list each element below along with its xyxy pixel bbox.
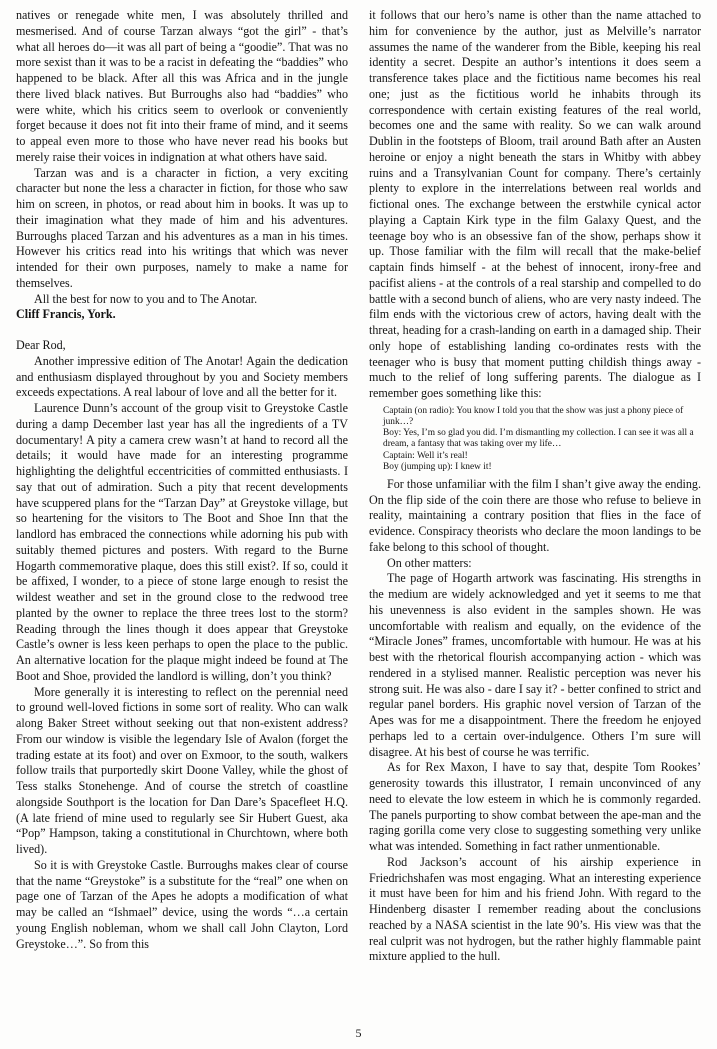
dialogue-line: Captain: Well it’s real! [383,450,468,461]
paragraph-well-loved-fictions: More generally it is interesting to reflect on the perennial need to ground well-loved fictions in some sort of reality. Who can walk along Baker Street without seeking out that non-existent address? From our window is visible the legendary Isle of Avalon (forget the trading estate at its foot) and over on Exmoor, to the south, walkers follow trails that purportedly skirt Doone Valley, while the ghost of Tess stalks Stonehenge. And of course the stretch of coastline alongside Southport is the location for Dan Dare’s Spacefleet H.Q. (A late friend of mine used to regularly see Sir Hubert Guest, aka “Pop” Hampson, taking a constitutional in Churchtown, where both lived). [16,684,348,856]
paragraph-greystoke-name: So it is with Greystoke Castle. Burroughs makes clear of course that the name “Greystoke” is a substitute for the “real” one when on page one of Tarzan of the Apes he adopts a modification of what may be called an “Ishmael” device, using the words “…a certain young English nobleman, whom we shall call John Clayton, Lord Greystoke…”. So from this [16,857,348,951]
paragraph-another-edition: Another impressive edition of The Anotar! Again the dedication and enthusiasm displayed throughout by you and Society members exceeds expectations. A real labour of love and all the better for it. [16,353,348,400]
paragraph-other-matters: On other matters: [387,555,472,570]
paragraph-tarzan-fiction: Tarzan was and is a character in fiction, a very exciting character but none the less a character in fiction, for those who saw him on screen, in photos, or read about him in books. It was up to their imagination what they made of him and his adventures. Burroughs placed Tarzan and his adventures as a man in his times. However his critics read into his writings that which was never intended for their own purposes, namely to make a name for themselves. [16,165,348,290]
film-dialogue [369,406,701,473]
paragraph-greystoke-visit: Laurence Dunn’s account of the group visit to Greystoke Castle during a damp December last year has all the ingredients of a TV documentary! A pity a camera crew wasn’t at hand to record all the details; it would have made for an interesting programme highlighting the delightful eccentricities of committed enthusiasts. I say that out of admiration. Such a pity that recent developments have scuppered plans for the “Tarzan Day” at Greystoke village, but so heartening for the visitors to The Boot and Shoe Inn that the landlord has embraced the connections while adorning his pub with suitably themed pictures and posters. With regard to the Burne Hogarth commemorative plaque, does this still exist?. If so, could it be affixed, I wonder, to a piece of stone large enough to resist the wildest weather and set in the ground close to the redwood tree planted by the owner to replace the three trees lost to the storm? Reading through the lines though it does appear that Greystoke Castle’s owner is less keen perhaps to open the place to the public. An alternative location for the plaque might indeed be found at The Boot and Shoe, provided the landlord is willing, don’t you think? [16,401,348,683]
dialogue-line: Captain (on radio): You know I told you that the show was just a phony piece of junk…? [383,405,684,427]
paragraph-unfamiliar: For those unfamiliar with the film I shan’t give away the ending. On the flip side of the coin there are those who refuse to believe in reality, maintaining a contrary position that flies in the face of evidence. Conspiracy theorists who declare the moon landings to be fake belong to this school of thought. [369,476,701,554]
paragraph-airship: Rod Jackson’s account of his airship experience in Friedrichshafen was most engaging. What an interesting experience it must have been for him and his friend John. With regard to the Hindenberg disaster I remember reading about the conclusions reached by a NASA scientist in the late 90’s. His view was that the real culprit was not hydrogen, but the rather highly flammable paint mixture applied to the hull. [369,854,701,964]
right-column [369,8,701,1018]
letter-salutation: Dear Rod, [16,338,66,352]
paragraph-rex-maxon: As for Rex Maxon, I have to say that, despite Tom Rookes’ generosity towards this illustrator, I remain unconvinced of any need to elevate the low esteem in which he is commonly regarded. The panels purporting to show combat between the ape-man and the raging gorilla come very close to suggesting something very unlike what was intended. Something in fact rather unmentionable. [369,760,701,854]
dialogue-line: Boy (jumping up): I knew it! [383,461,492,472]
paragraph-hogarth: The page of Hogarth artwork was fascinating. His strengths in the medium are widely acknowledged and yet it seems to me that his unevenness is also evident in the samples shown. He was uncomfortable with realism and equally, on the evidence of the “Miracle Jones” frames, uncomfortable with humour. He was at his best with the rhetorical flourish accompanying action - which was rendered in a stylised manner. Realistic perception was never his strong suit. He was also - dare I say it? - better confined to strict and regular panel borders. His graphic novel version of Tarzan of the Apes was for me a disappointment. There the freedom he enjoyed perhaps led to a certain over-indulgence. Others I’m sure will disagree. At his best of course he was terrific. [369,571,701,759]
left-column [16,8,348,1018]
page-number: 5 [355,1026,362,1040]
letter-signature: Cliff Francis, York. [16,307,116,322]
paragraph-best-wishes: All the best for now to you and to The Anotar. [34,291,258,306]
paragraph-intro: natives or renegade white men, I was absolutely thrilled and mesmerised. And of course Tarzan always “got the girl” - that’s what all heroes do—it was all part of being a “goodie”. That was no more sexist than it was to be a racist in defeating the “baddies” who happened to be black. After all this was Africa and in the jungle there lived black natives. But Burroughs also had “baddies” who were white, which his critics seem to overlook or conveniently forget because it does not fit into their frame of mind, and it seems to appeal even more to those who have never read his books but merely raise their voices in indignation at what others have said. [16,8,348,164]
dialogue-line: Boy: Yes, I’m so glad you did. I’m dismantling my collection. I can see it was all a dream, a fantasy that was taking over my life… [383,428,694,450]
paragraph-hero-name: it follows that our hero’s name is other than the name attached to him for convenience by the author, just as Melville’s narrator assumes the name of the wanderer from the Bible, keeping his real identity a secret. Despite an author’s intentions it does seem a transference takes place and the fictitious name becomes his real one; just as the fictitious world he inhabits through its correspondence with certain existing features of the real world, becomes one and the same with reality. So we can walk around Dublin in the footsteps of Bloom, trail around Bath after an Austen heroine or enjoy a night beneath the stars in Whitby with abbey ruins and a Transylvanian Count for company. There’s certainly plenty to explore in the interrelations between real worlds and fictional ones. The exchange between the erstwhile cynical actor playing a Captain Kirk type in the film Galaxy Quest, and the teenage boy who is an obsessive fan of the show, perhaps show it up. Those familiar with the film will recall that the make-belief captain finds himself - at the behest of innocent, irony-free and pacifist aliens - at the controls of a real starship and compelled to do battle with a second bunch of aliens, who are very nasty indeed. The film ends with the victorious crew of actors, having dealt with the threat, heading for a crash-landing on earth in a damaged ship. Their only hope of establishing landing co-ordinates rests with the teenager who is busy that moment putting childish things away - much to the relief of long suffering parents. The dialogue as I remember goes something like this: [369,8,701,400]
